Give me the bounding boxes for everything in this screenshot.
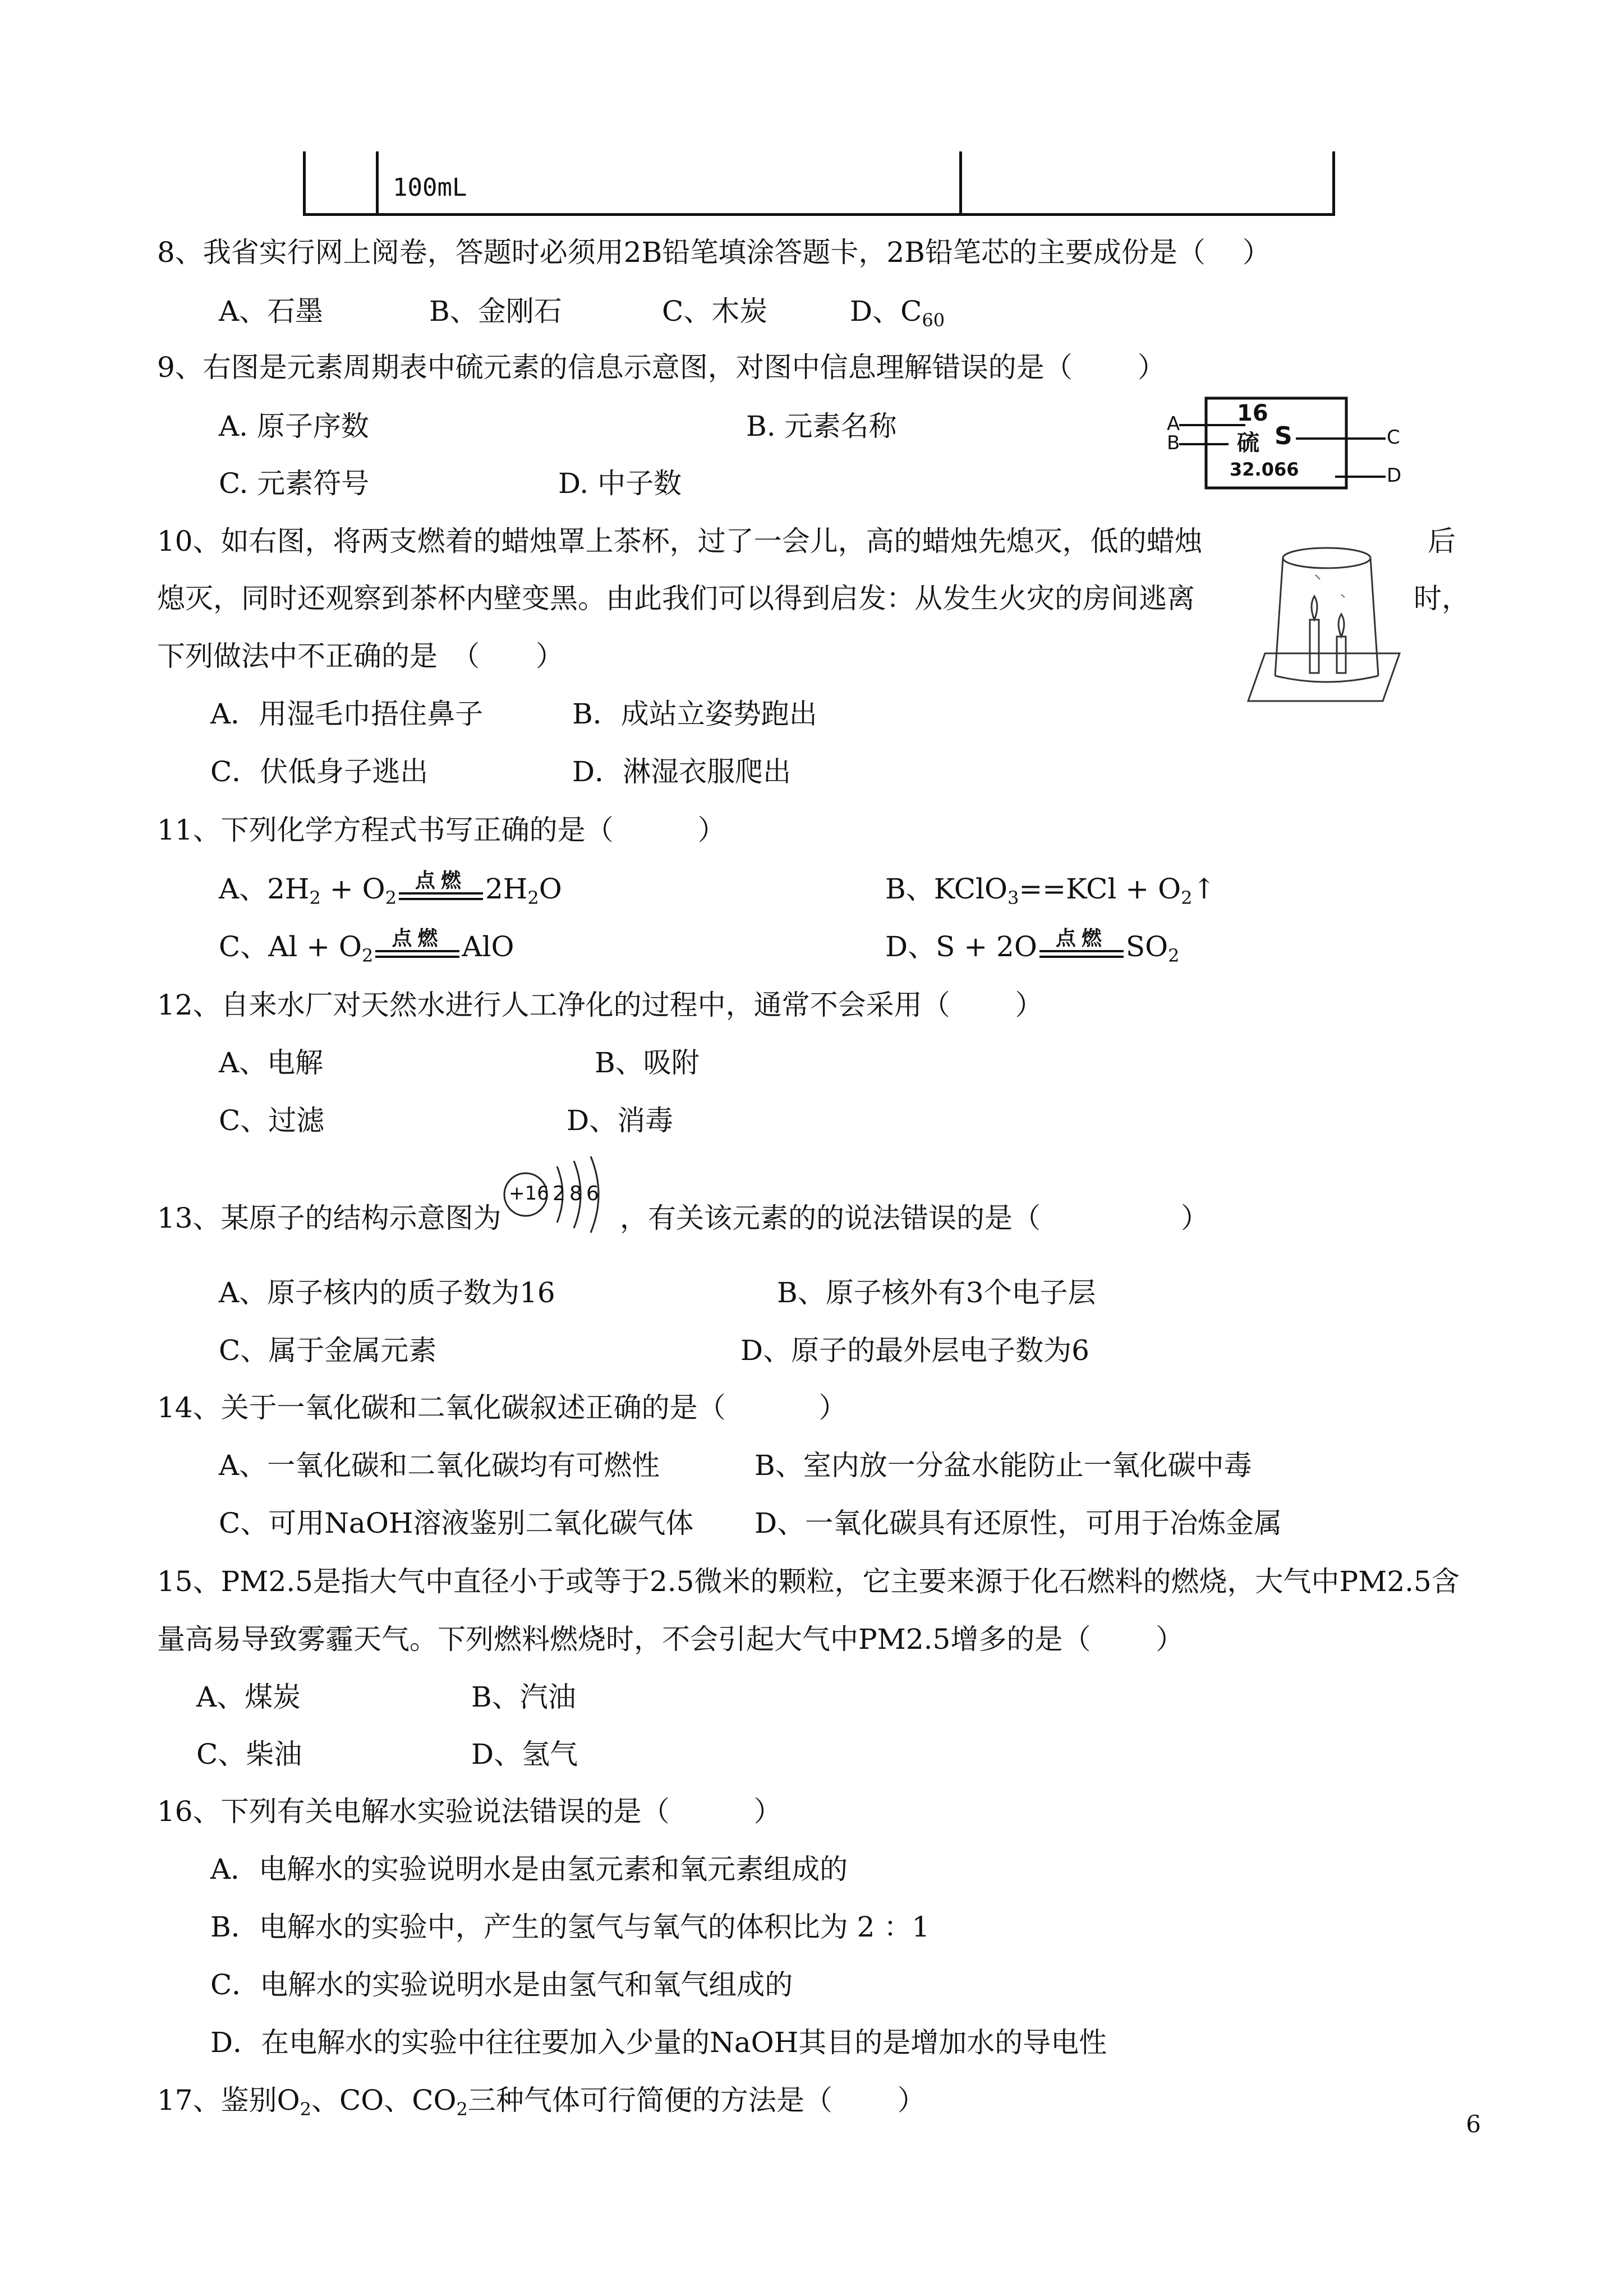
q16-option-b: B．电解水的实验中，产生的氢气与氧气的体积比为 2 ：1 xyxy=(210,1911,930,1943)
q14-option-d: D、一氧化碳具有还原性，可用于冶炼金属 xyxy=(755,1507,1282,1539)
question-8-stem: 8、我省实行网上阅卷，答题时必须用2B铅笔填涂答题卡，2B铅笔芯的主要成份是（ ） xyxy=(157,236,1271,269)
q9-option-c: C. 元素符号 xyxy=(219,467,370,500)
question-15-line-1: 15、PM2.5是指大气中直径小于或等于2.5微米的颗粒，它主要来源于化石燃料的燃烧，大气中PM2.5含 xyxy=(157,1565,1460,1598)
q15-option-b: B、汽油 xyxy=(471,1681,576,1713)
shell-2-electrons: 8 xyxy=(569,1182,582,1205)
q9-option-d: D. 中子数 xyxy=(558,467,682,500)
label-d: D xyxy=(1387,464,1402,487)
q8-option-a: A、石墨 xyxy=(219,295,324,328)
question-10-line-3: 下列做法中不正确的是 （ ） xyxy=(157,640,564,672)
shell-1-electrons: 2 xyxy=(553,1182,565,1205)
reaction-condition-arrow: 点燃 xyxy=(375,930,459,963)
element-name: 硫 xyxy=(1237,430,1259,456)
atom-structure-figure xyxy=(496,1144,620,1245)
q16-option-a: A．电解水的实验说明水是由氢元素和氧元素组成的 xyxy=(210,1853,848,1885)
q12-option-d: D、消毒 xyxy=(567,1104,674,1137)
question-15-line-2: 量高易导致雾霾天气。下列燃料燃烧时，不会引起大气中PM2.5增多的是（ ） xyxy=(157,1623,1184,1656)
q16-option-d: D．在电解水的实验中往往要加入少量的NaOH其目的是增加水的导电性 xyxy=(210,2026,1107,2059)
q14-option-c: C、可用NaOH溶液鉴别二氧化碳气体 xyxy=(219,1507,694,1539)
q15-option-a: A、煤炭 xyxy=(196,1681,301,1713)
sulfur-element-figure xyxy=(1167,393,1402,494)
q14-option-b: B、室内放一分盆水能防止一氧化碳中毒 xyxy=(755,1449,1252,1482)
element-symbol: S xyxy=(1275,422,1292,450)
q10-option-d: D．淋湿衣服爬出 xyxy=(572,755,792,788)
nucleus-charge: +16 xyxy=(509,1182,549,1205)
shell-3-electrons: 6 xyxy=(586,1182,599,1205)
q10-option-c: C．伏低身子逃出 xyxy=(210,755,429,788)
up-arrow-icon: ↑ xyxy=(1192,873,1216,905)
q8-option-b: B、金刚石 xyxy=(429,295,562,328)
label-a: A xyxy=(1167,413,1180,435)
q8-option-d: D、$C_{60}$ xyxy=(850,295,945,331)
q13-option-a: A、原子核内的质子数为16 xyxy=(219,1276,555,1309)
question-11-stem: 11、下列化学方程式书写正确的是（ ） xyxy=(157,814,726,846)
q8-option-c: C、木炭 xyxy=(662,295,768,328)
question-10-line-2-end: 时， xyxy=(1414,582,1470,615)
reaction-condition-arrow: 点燃 xyxy=(1039,930,1124,963)
q10-option-a: A．用湿毛巾捂住鼻子 xyxy=(210,698,484,730)
atomic-mass: 32.066 xyxy=(1230,459,1299,480)
q13-option-c: C、属于金属元素 xyxy=(219,1334,437,1367)
candle-cup-figure xyxy=(1243,541,1411,707)
table-cell-volume: 100mL xyxy=(393,173,467,202)
q15-option-c: C、柴油 xyxy=(196,1738,302,1771)
q13-option-d: D、原子的最外层电子数为6 xyxy=(740,1334,1089,1367)
q11-option-a: A、$2H_2 + O_2$ 点燃 $2H_2O$ xyxy=(219,869,562,909)
question-10-line-1: 10、如右图，将两支燃着的蜡烛罩上茶杯，过了一会儿，高的蜡烛先熄灭，低的蜡烛 xyxy=(157,525,1203,557)
reaction-condition-arrow: 点燃 xyxy=(399,872,483,906)
q11-option-b: B、KClO$_3$==KCl + $O_2↑$ xyxy=(885,873,1216,909)
question-13-stem-b: ，有关该元素的的说法错误的是（ ） xyxy=(620,1202,1209,1234)
page-number: 6 xyxy=(1466,2110,1481,2138)
q11-option-c: C、$Al + O_2$ 点燃 AlO xyxy=(219,927,514,966)
question-17-stem: 17、鉴别$O_2$、CO、$CO_2$三种气体可行简便的方法是（ ） xyxy=(157,2084,926,2120)
q15-option-d: D、氢气 xyxy=(471,1738,578,1771)
q13-option-b: B、原子核外有3个电子层 xyxy=(777,1276,1096,1309)
table-fragment xyxy=(303,151,1335,216)
question-10-line-1-end: 后 xyxy=(1428,525,1456,557)
question-16-stem: 16、下列有关电解水实验说法错误的是（ ） xyxy=(157,1795,782,1828)
question-13-stem-a: 13、某原子的结构示意图为 xyxy=(157,1202,502,1234)
question-14-stem: 14、关于一氧化碳和二氧化碳叙述正确的是（ ） xyxy=(157,1391,847,1424)
q11-option-d: D、S + 2O 点燃 $SO_2$ xyxy=(885,927,1180,966)
q16-option-c: C．电解水的实验说明水是由氢气和氧气组成的 xyxy=(210,1968,793,2001)
question-12-stem: 12、自来水厂对天然水进行人工净化的过程中，通常不会采用（ ） xyxy=(157,989,1043,1021)
question-9-stem: 9、右图是元素周期表中硫元素的信息示意图，对图中信息理解错误的是（ ） xyxy=(157,351,1166,384)
q12-option-b: B、吸附 xyxy=(595,1046,700,1079)
label-c: C xyxy=(1387,426,1400,449)
label-b: B xyxy=(1167,432,1180,454)
question-10-line-2: 熄灭，同时还观察到茶杯内壁变黑。由此我们可以得到启发：从发生火灾的房间逃离 xyxy=(157,582,1195,615)
q9-option-b: B. 元素名称 xyxy=(746,410,897,442)
q12-option-a: A、电解 xyxy=(219,1046,324,1079)
q14-option-a: A、一氧化碳和二氧化碳均有可燃性 xyxy=(219,1449,660,1482)
q9-option-a: A. 原子序数 xyxy=(219,410,369,442)
q10-option-b: B．成站立姿势跑出 xyxy=(572,698,817,730)
atomic-number: 16 xyxy=(1237,400,1268,426)
q12-option-c: C、过滤 xyxy=(219,1104,325,1137)
